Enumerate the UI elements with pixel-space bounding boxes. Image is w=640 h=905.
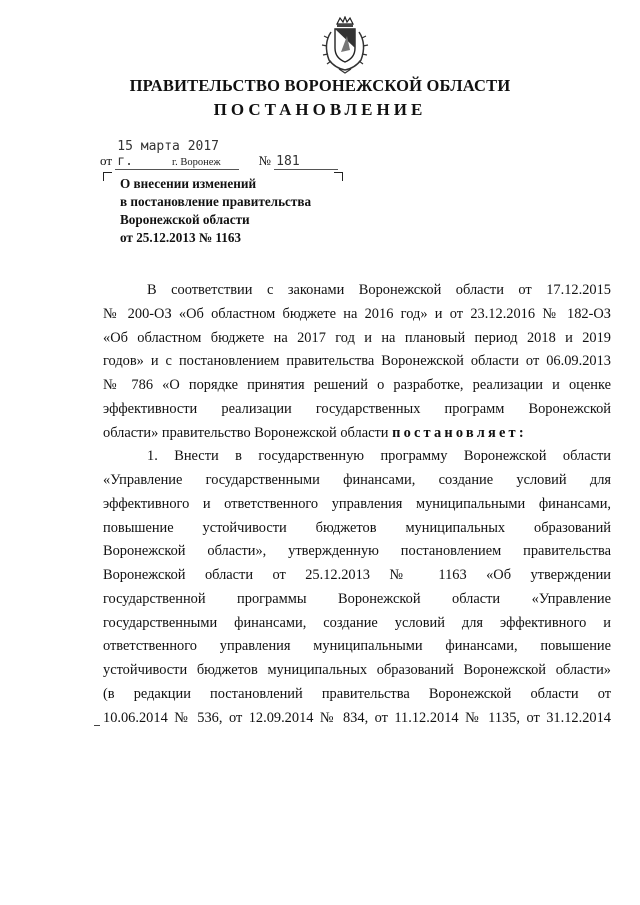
document-type-title: ПОСТАНОВЛЕНИЕ bbox=[213, 100, 427, 119]
paragraph-line: Воронежской области от 25.12.2013 № 1163 «Об утверждении bbox=[103, 567, 611, 583]
subject-line: О внесении изменений bbox=[120, 176, 257, 191]
paragraph-line: устойчивости бюджетов муниципальных образований Воронежской области» bbox=[103, 662, 611, 678]
paragraph-line: № 786 «О порядке принятия решений о разработке, реализации и оценке bbox=[103, 377, 611, 393]
organization-title: ПРАВИТЕЛЬСТВО ВОРОНЕЖСКОЙ ОБЛАСТИ bbox=[129, 76, 511, 95]
paragraph-line: «Об областном бюджете на 2017 год и на плановый период 2018 и 2019 bbox=[103, 329, 611, 346]
city-label: г. Воронеж bbox=[172, 157, 221, 168]
paragraph-line: повышение устойчивости бюджетов муниципальных образований bbox=[103, 519, 611, 536]
subject-corner-left bbox=[103, 172, 112, 181]
number-prefix: № bbox=[258, 153, 271, 168]
paragraph-line: (в редакции постановлений правительства Воронежской области от bbox=[103, 685, 611, 702]
paragraph-line: 1. Внести в государственную программу Воронежской области bbox=[147, 448, 611, 465]
paragraph-line: государственными финансами, создание условий для эффективного и bbox=[103, 614, 611, 631]
date-prefix: от bbox=[100, 153, 113, 168]
paragraph-text: области» правительство Воронежской области bbox=[103, 424, 389, 441]
margin-mark bbox=[94, 725, 100, 726]
paragraph-line: эффективного и ответственного управления муниципальными финансами, bbox=[103, 495, 611, 512]
paragraph-line: государственной программы Воронежской области «Управление bbox=[103, 590, 611, 607]
paragraph-line: В соответствии с законами Воронежской области от 17.12.2015 bbox=[147, 282, 611, 298]
subject-line: Воронежской области bbox=[120, 212, 250, 227]
paragraph-line-final bbox=[103, 422, 611, 446]
subject-line: в постановление правительства bbox=[120, 194, 312, 209]
decree-date: 15 марта 2017 г. bbox=[115, 139, 239, 170]
paragraph-line: 10.06.2014 № 536, от 12.09.2014 № 834, от 11.12.2014 № 1135, от 31.12.2014 bbox=[103, 709, 611, 726]
subject-corner-right bbox=[334, 172, 343, 181]
paragraph-line: эффективности реализации государственных программ Воронежской bbox=[103, 400, 611, 417]
resolving-keyword: постановляет: bbox=[392, 424, 527, 441]
paragraph-line: ответственного управления муниципальными финансами, повышение bbox=[103, 638, 611, 655]
paragraph-line: № 200-ОЗ «Об областном бюджете на 2016 год» и от 23.12.2016 № 182-ОЗ bbox=[103, 305, 611, 322]
coat-of-arms-emblem bbox=[319, 16, 371, 74]
subject-line: от 25.12.2013 № 1163 bbox=[120, 230, 242, 245]
decree-body bbox=[103, 279, 611, 730]
paragraph-line: Воронежской области», утвержденную постановлением правительства bbox=[103, 543, 611, 560]
decree-subject bbox=[120, 175, 311, 247]
paragraph-line: «Управление государственными финансами, создание условий для bbox=[103, 472, 611, 488]
decree-number: 181 bbox=[274, 154, 338, 170]
paragraph-line: годов» и с постановлением правительства Воронежской области от 06.09.2013 bbox=[103, 353, 611, 370]
